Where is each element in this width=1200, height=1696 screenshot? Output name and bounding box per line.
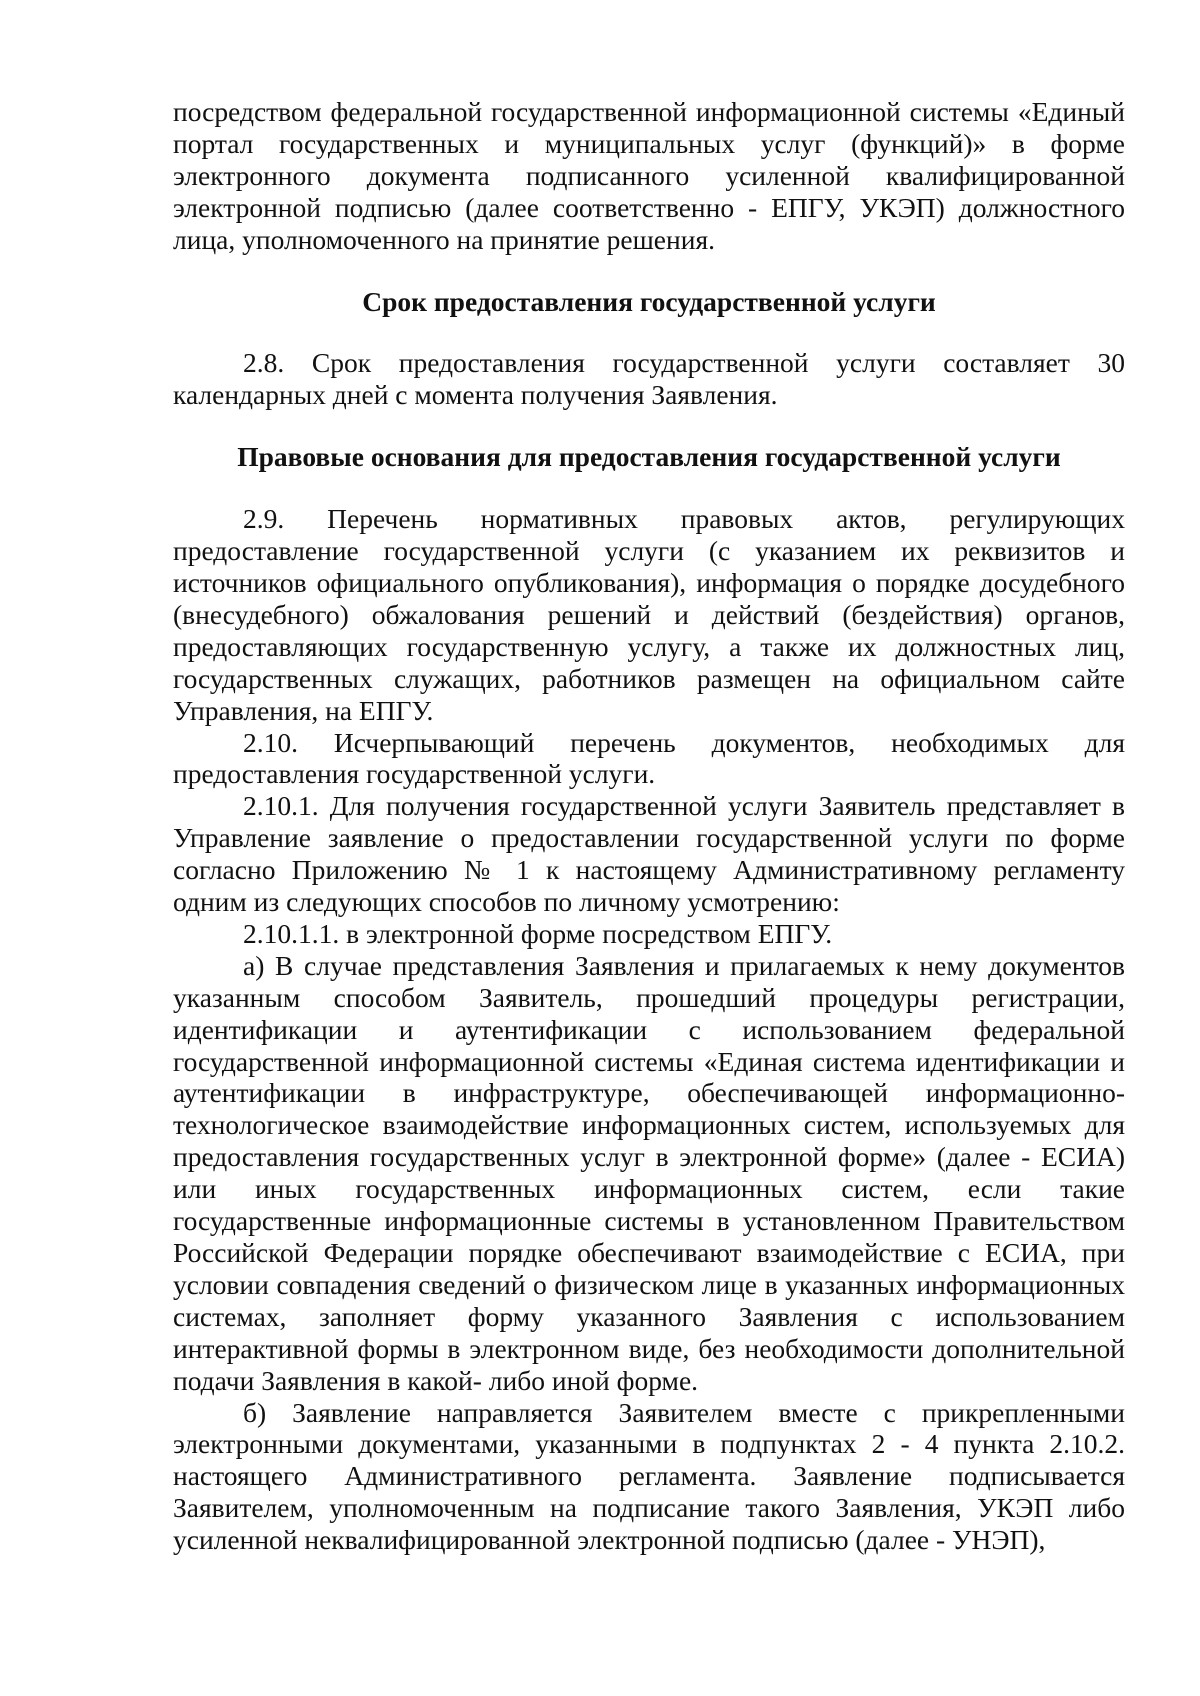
intro-paragraph: посредством федеральной государственной информационной системы «Единый портал государственных и муниципальных услуг (функций)» в форме электронного документа подписанного усиленной квалифицированной электронной подписью (далее соответственно - ЕПГУ, УКЭП) должностного лица, уполномоченного на принятие решения. <box>173 96 1125 255</box>
paragraph-2-8: 2.8. Срок предоставления государственной услуги составляет 30 календарных дней с момента получения Заявления. <box>173 347 1125 411</box>
paragraph-2-9: 2.9. Перечень нормативных правовых актов, регулирующих предоставление государственной услуги (с указанием их реквизитов и источников официального опубликования), информация о порядке досудебного (внесудебного) обжалования решений и действий (бездействия) органов, предоставляющих государственную услугу, а также их должностных лиц, государственных служащих, работников размещен на официальном сайте Управления, на ЕПГУ. <box>173 503 1125 726</box>
paragraph-2-10-1: 2.10.1. Для получения государственной услуги Заявитель представляет в Управление заявление о предоставлении государственной услуги по форме согласно Приложению № 1 к настоящему Административному регламенту одним из следующих способов по личному усмотрению: <box>173 790 1125 918</box>
paragraph-b: б) Заявление направляется Заявителем вместе с прикрепленными электронными документами, указанными в подпунктах 2 - 4 пункта 2.10.2. настоящего Административного регламента. Заявление подписывается Заявителем, уполномоченным на подписание такого Заявления, УКЭП либо усиленной неквалифицированной электронной подписью (далее - УНЭП), <box>173 1396 1125 1556</box>
paragraph-2-10: 2.10. Исчерпывающий перечень документов, необходимых для предоставления государственной услуги. <box>173 726 1125 790</box>
paragraph-a: а) В случае представления Заявления и прилагаемых к нему документов указанным способом Заявитель, прошедший процедуры регистрации, идентификации и аутентификации с использованием федеральной государственной информационной системы «Единая система идентификации и аутентификации в инфраструктуре, обеспечивающей информационно-технологическое взаимодействие информационных систем, используемых для предоставления государственных услуг в электронной форме» (далее - ЕСИА) или иных государственных информационных систем, если такие государственные информационные системы в установленном Правительством Российской Федерации порядке обеспечивают взаимодействие с ЕСИА, при условии совпадения сведений о физическом лице в указанных информационных системах, заполняет форму указанного Заявления с использованием интерактивной формы в электронном виде, без необходимости дополнительной подачи Заявления в какой- либо иной форме. <box>173 949 1125 1396</box>
document-page <box>173 96 1125 1556</box>
section-heading-legal: Правовые основания для предоставления государственной услуги <box>237 441 1061 473</box>
section-heading-term: Срок предоставления государственной услуги <box>362 285 936 317</box>
paragraph-2-10-1-1: 2.10.1.1. в электронной форме посредством ЕПГУ. <box>243 917 833 949</box>
